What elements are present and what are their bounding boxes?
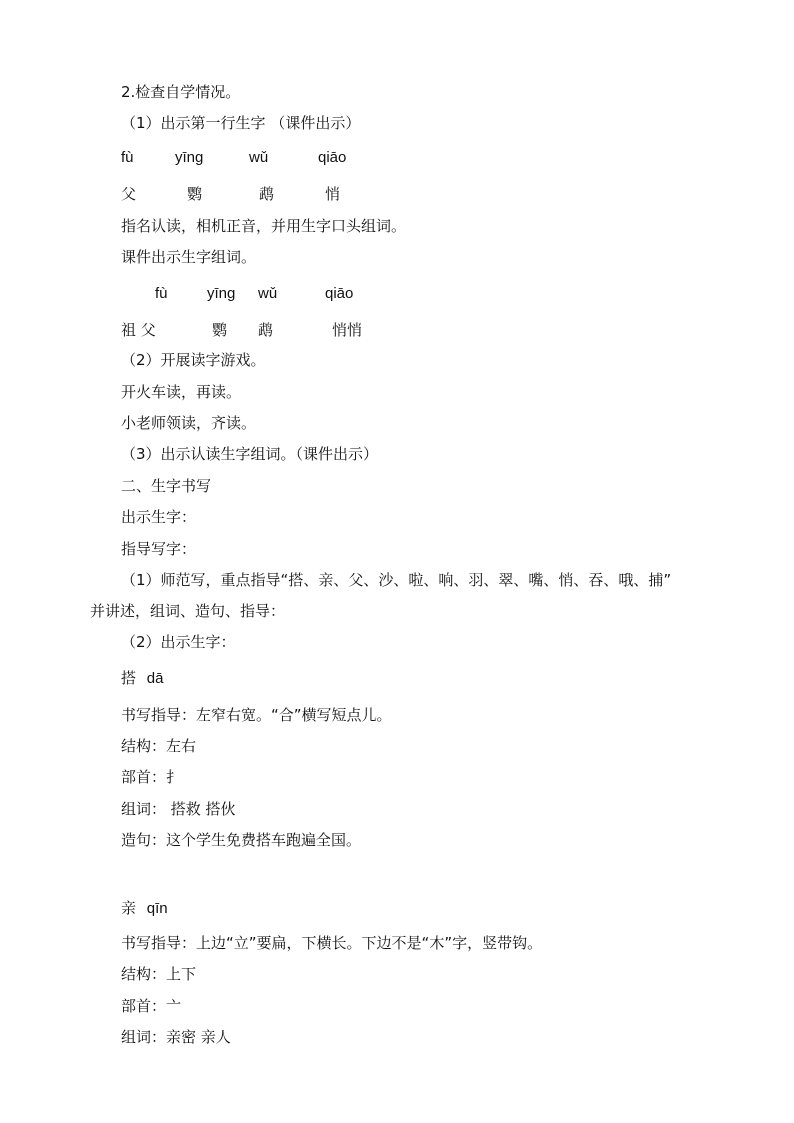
word-zufu: 祖 父 (121, 321, 156, 339)
pinyin-fu: fù (121, 149, 134, 166)
char1-writing-guide: 书写指导：左窄右宽。“合”横写短点儿。 (121, 706, 392, 724)
char1-heading (121, 668, 163, 689)
teacher-demo-line-cont: 并讲述，组词、造句、指导： (90, 602, 286, 620)
char2-words: 组词：亲密 亲人 (121, 1028, 231, 1046)
char2-structure: 结构：上下 (121, 965, 197, 983)
char1-pinyin: dā (146, 670, 164, 687)
char-fu: 父 (121, 185, 137, 203)
pinyin-qiao-2: qiāo (325, 285, 354, 302)
activity-train: 开火车读，再读。 (121, 383, 242, 401)
teacher-demo-line: （1）师范写，重点指导“搭、亲、父、沙、啦、响、羽、翠、嘴、悄、吞、哦、捕” (121, 571, 672, 589)
show-chars-step-2: （2）出示生字： (121, 633, 236, 651)
char2-writing-guide: 书写指导：上边“立”要扁，下横长。下边不是“木”字，竖带钩。 (121, 934, 543, 952)
char1-words: 组词： 搭救 搭伙 (121, 800, 236, 818)
instruction-read: 指名认读，相机正音，并用生字口头组词。 (121, 217, 407, 235)
char-qiao: 悄 (325, 185, 341, 203)
char-wu: 鹉 (259, 185, 275, 203)
show-chars-label: 出示生字： (121, 508, 197, 526)
word-ying: 鹦 (212, 321, 228, 339)
section-heading-writing: 二、生字书写 (121, 477, 212, 495)
pinyin-ying-2: yīng (207, 285, 236, 302)
char2-heading (121, 898, 168, 919)
char2-pinyin: qīn (146, 900, 168, 917)
char1-sentence: 造句：这个学生免费搭车跑遍全国。 (121, 831, 362, 849)
step-1-heading: （1）出示第一行生字 （课件出示） (121, 114, 361, 132)
word-qiaoqiao: 悄悄 (332, 321, 363, 339)
step-3-heading: （3）出示认读生字组词。（课件出示） (121, 445, 379, 463)
pinyin-wu: wǔ (249, 149, 269, 166)
pinyin-fu-2: fù (155, 285, 168, 302)
char1-structure: 结构：左右 (121, 737, 197, 755)
char2: 亲 (121, 899, 137, 917)
pinyin-qiao: qiāo (318, 149, 347, 166)
pinyin-wu-2: wǔ (258, 285, 278, 302)
pinyin-ying: yīng (175, 149, 204, 166)
char-ying: 鹦 (187, 185, 203, 203)
word-wu: 鹉 (258, 321, 274, 339)
char1-radical: 部首：扌 (121, 768, 182, 786)
guide-writing-label: 指导写字： (121, 540, 197, 558)
char1: 搭 (121, 669, 137, 687)
instruction-show-words: 课件出示生字组词。 (121, 248, 257, 266)
step-2-heading: （2）开展读字游戏。 (121, 351, 266, 369)
char2-radical: 部首：亠 (121, 997, 182, 1015)
section-heading-check: 2.检查自学情况。 (121, 83, 241, 101)
activity-leader: 小老师领读，齐读。 (121, 414, 257, 432)
